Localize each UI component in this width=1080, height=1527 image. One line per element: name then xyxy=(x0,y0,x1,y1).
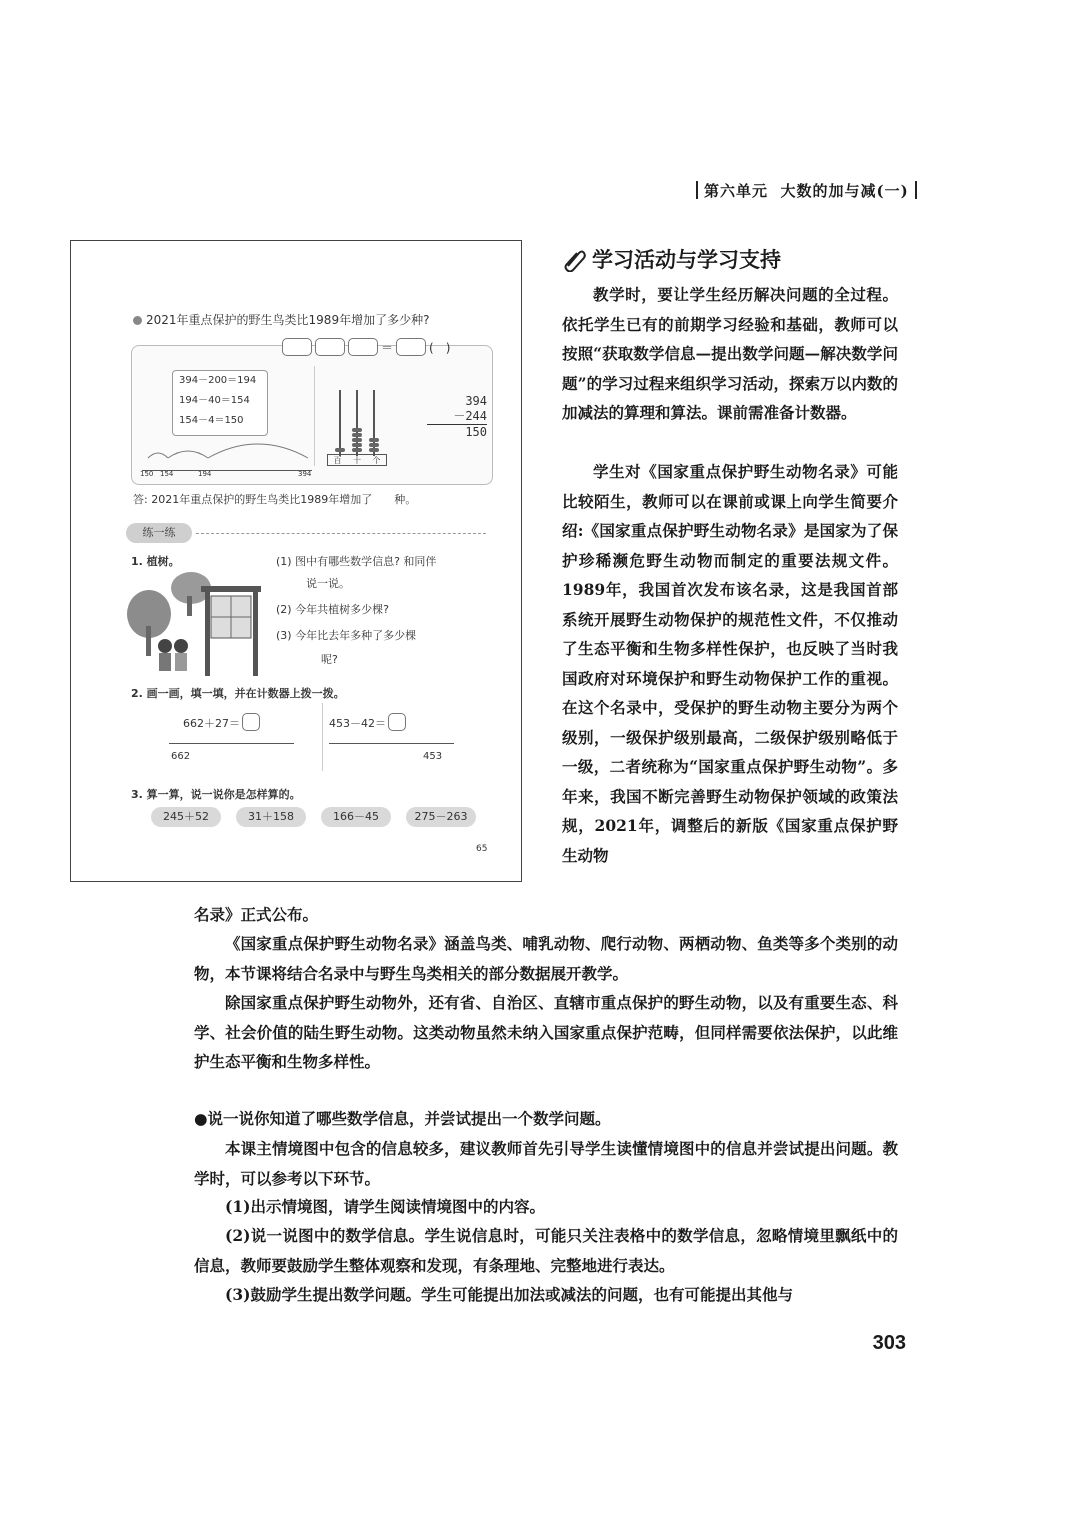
textbook-page-image: 2021年重点保护的野生鸟类比1989年增加了多少种? ＝ ( ) 394－200＝194 194－40＝154 154－4＝150 150 154 194 394 百 十 个 394 －244 150 答: 2021年重点保护的野生鸟类比1989年增加了 种。 练一练 1. 植树。 (1) 图中有哪些数学信息? 和同伴 说一说。 (2) 今年共植树多少棵? (3) 今年比去年多种了多少棵 呢? 2. 画一画，填一填，并在计数器上拨一拨。 662＋27＝ 453－42＝ 662 453 3. 算一算，说一说你是怎样算的。 245＋52 31＋158 166－45 275－263 65 xyxy=(70,240,522,882)
number-line-2 xyxy=(329,743,454,744)
step-calculation-box: 394－200＝194 194－40＝154 154－4＝150 xyxy=(172,370,268,436)
number-line xyxy=(142,456,312,471)
paragraph-5: 本课主情境图中包含的信息较多，建议教师首先引导学生读懂情境图中的信息并尝试提出问题。教学时，可以参考以下环节。 xyxy=(194,1139,898,1188)
exercise-1-q2: (2) 今年共植树多少棵? xyxy=(276,603,389,616)
paperclip-icon xyxy=(562,246,588,272)
paragraph-2: 学生对《国家重点保护野生动物名录》可能比较陌生，教师可以在课前或课上向学生简要介绍:《国家重点保护野生动物名录》是国家为了保护珍稀濒危野生动物而制定的重要法规文件。1989年，我国首次发布该名录，这是我国首部系统开展野生动物保护的规范性文件，不仅推动了生态平衡和生物多样性保护，也反映了当时我国政府对环境保护和野生动物保护工作的重视。在这个名录中，受保护的野生动物主要分为两个级别，一级保护级别最高，二级保护级别略低于一级，二者统称为“国家重点保护野生动物”。多年来，我国不断完善野生动物保护领域的政策法规，2021年，调整后的新版《国家重点保护野生动物 xyxy=(562,462,898,865)
unit-label: 第六单元 xyxy=(704,182,769,200)
step-2: (2)说一说图中的数学信息。学生说信息时，可能只关注表格中的数学信息，忽略情境里飘纸中的信息，教师要鼓励学生整体观察和发现，有条理地、完整地进行表达。 xyxy=(194,1226,898,1275)
paragraph-1: 教学时，要让学生经历解决问题的全过程。依托学生已有的前期学习经验和基础，教师可以按照“获取数学信息—提出数学问题—解决数学问题”的学习过程来组织学习活动，探索万以内数的加减法的算理和算法。课前需准备计数器。 xyxy=(562,285,898,422)
exercise-1-q3b: 呢? xyxy=(321,653,338,666)
unit-title: 大数的加与减(一) xyxy=(780,182,909,200)
exercise-1-q3: (3) 今年比去年多种了多少棵 xyxy=(276,629,417,642)
subheading-bullet: ●说一说你知道了哪些数学信息，并尝试提出一个数学问题。 xyxy=(194,1109,611,1128)
paragraph-2-continued: 名录》正式公布。 xyxy=(194,905,319,924)
equation-blanks: ＝ ( ) xyxy=(282,338,450,356)
textbook-page-number: 65 xyxy=(476,844,488,854)
exercise-2-eq1: 662＋27＝ xyxy=(183,713,260,731)
running-header xyxy=(690,180,940,204)
textbook-question: 2021年重点保护的野生鸟类比1989年增加了多少种? xyxy=(133,311,429,328)
step-1: (1)出示情境图，请学生阅读情境图中的内容。 xyxy=(225,1197,545,1216)
abacus-icon: 百 十 个 xyxy=(327,386,387,466)
answer-box[interactable] xyxy=(242,713,260,731)
exercise-chip: 166－45 xyxy=(321,807,391,827)
vertical-calculation: 394 －244 150 xyxy=(427,394,487,440)
page-number: 303 xyxy=(872,1332,906,1354)
tree-planting-illustration xyxy=(121,566,281,678)
section-title: 学习活动与学习支持 xyxy=(562,244,892,274)
exercise-2-eq2: 453－42＝ xyxy=(329,713,406,731)
exercise-1-label: 1. 植树。 xyxy=(131,555,180,568)
exercise-chip: 275－263 xyxy=(406,807,476,827)
exercise-chip: 245＋52 xyxy=(151,807,221,827)
exercise-chip: 31＋158 xyxy=(236,807,306,827)
practice-tag: 练一练 xyxy=(126,523,192,543)
paragraph-4: 除国家重点保护野生动物外，还有省、自治区、直辖市重点保护的野生动物，以及有重要生态、科学、社会价值的陆生野生动物。这类动物虽然未纳入国家重点保护范畴，但同样需要依法保护，以此维护生态平衡和生物多样性。 xyxy=(194,993,898,1071)
exercise-3-label: 3. 算一算，说一说你是怎样算的。 xyxy=(131,788,301,801)
answer-box[interactable] xyxy=(388,713,406,731)
solution-panel: ＝ ( ) 394－200＝194 194－40＝154 154－4＝150 150 154 194 394 百 十 个 394 －244 150 xyxy=(131,345,493,485)
bullet-dot-icon xyxy=(133,316,142,325)
exercise-2-label: 2. 画一画，填一填，并在计数器上拨一拨。 xyxy=(131,687,345,700)
step-3: (3)鼓励学生提出数学问题。学生可能提出加法或减法的问题，也有可能提出其他与 xyxy=(225,1285,793,1304)
number-line-1 xyxy=(169,743,294,744)
paragraph-3: 《国家重点保护野生动物名录》涵盖鸟类、哺乳动物、爬行动物、两栖动物、鱼类等多个类别的动物，本节课将结合名录中与野生鸟类相关的部分数据展开教学。 xyxy=(194,934,898,983)
exercise-1-q1: (1) 图中有哪些数学信息? 和同伴 xyxy=(276,555,437,568)
textbook-answer: 答: 2021年重点保护的野生鸟类比1989年增加了 种。 xyxy=(133,493,417,506)
exercise-1-q1b: 说一说。 xyxy=(306,577,350,590)
